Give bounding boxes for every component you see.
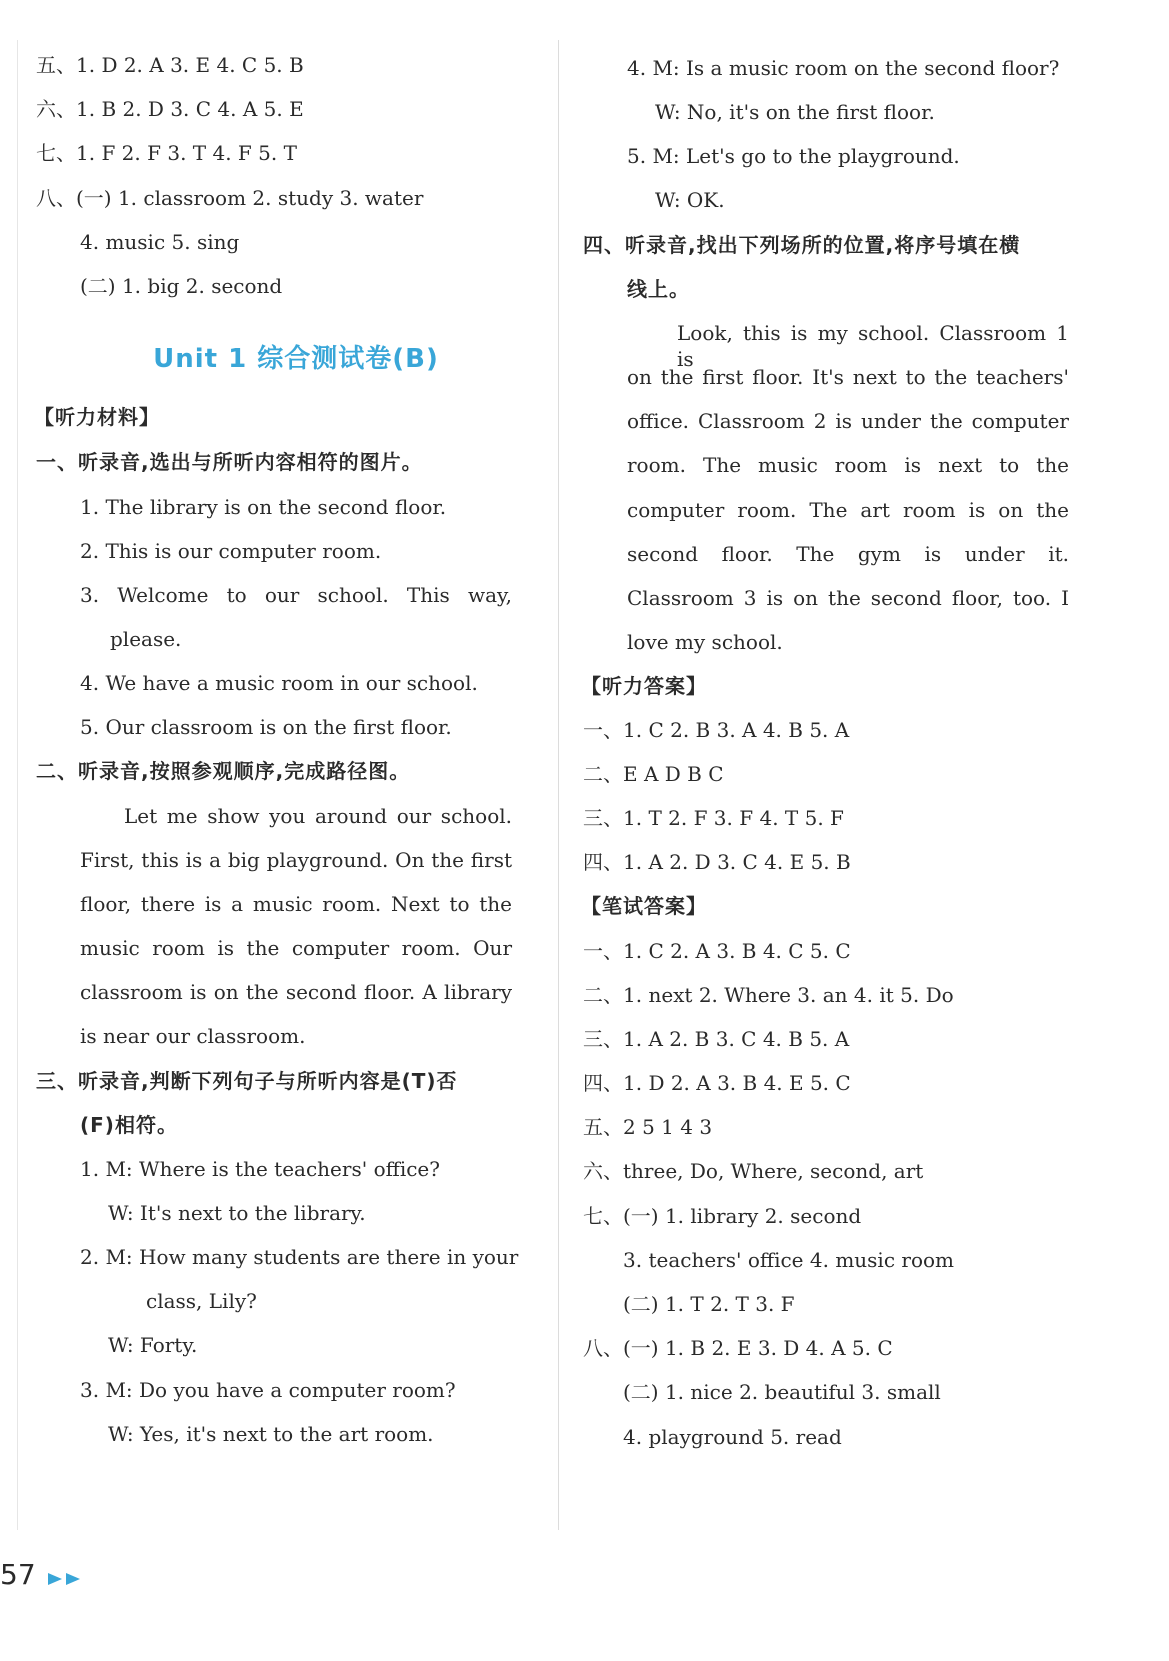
answer-line-qi: 七、1. F 2. F 3. T 4. F 5. T (36, 141, 297, 165)
listening-answer-line: 一、1. C 2. B 3. A 4. B 5. A (583, 718, 850, 742)
listening-answer-line: 三、1. T 2. F 3. F 4. T 5. F (583, 806, 844, 830)
s2-paragraph-line: is near our classroom. (80, 1024, 306, 1048)
section-3-heading-cont: (F)相符。 (80, 1113, 178, 1137)
s2-paragraph-line: floor, there is a music room. Next to the (80, 892, 512, 916)
listening-answer-line: 二、E A D B C (583, 762, 724, 786)
s3-item: 3. M: Do you have a computer room? (80, 1378, 456, 1402)
s3-item: W: No, it's on the first floor. (655, 100, 935, 124)
s3-item: W: OK. (655, 188, 725, 212)
s3-item: 2. M: How many students are there in your (80, 1245, 519, 1269)
s1-item: 5. Our classroom is on the first floor. (80, 715, 452, 739)
column-divider (558, 40, 559, 1530)
s3-item: 4. M: Is a music room on the second floor? (627, 56, 1060, 80)
answer-line-liu: 六、1. B 2. D 3. C 4. A 5. E (36, 97, 304, 121)
s3-item: W: Yes, it's next to the art room. (108, 1422, 434, 1446)
s1-item-cont: please. (110, 627, 182, 651)
written-answer-line: 五、2 5 1 4 3 (583, 1115, 713, 1139)
s4-paragraph-line: room. The music room is next to the (627, 453, 1069, 477)
answer-line-wu: 五、1. D 2. A 3. E 4. C 5. B (36, 53, 304, 77)
written-answer-line: 一、1. C 2. A 3. B 4. C 5. C (583, 939, 851, 963)
answer-line-ba-2: 4. music 5. sing (80, 230, 240, 254)
unit-title: Unit 1 综合测试卷(B) (153, 344, 439, 374)
written-answer-line: (二) 1. T 2. T 3. F (623, 1292, 795, 1316)
s3-item: W: It's next to the library. (108, 1201, 366, 1225)
s2-paragraph-line: classroom is on the second floor. A library (80, 980, 512, 1004)
s1-item: 2. This is our computer room. (80, 539, 382, 563)
answer-line-ba-1: 八、(一) 1. classroom 2. study 3. water (36, 186, 424, 210)
listening-answer-line: 四、1. A 2. D 3. C 4. E 5. B (583, 850, 851, 874)
s2-paragraph-line: Let me show you around our school. (124, 804, 512, 828)
written-answer-line: 4. playground 5. read (623, 1425, 842, 1449)
s1-item: 4. We have a music room in our school. (80, 671, 478, 695)
written-answer-line: 七、(一) 1. library 2. second (583, 1204, 862, 1228)
s3-item: W: Forty. (108, 1333, 198, 1357)
section-4-heading: 四、听录音,找出下列场所的位置,将序号填在横 (583, 233, 1021, 257)
page-edge-line (17, 40, 18, 1530)
s3-item-cont: class, Lily? (146, 1289, 257, 1313)
written-answer-line: 二、1. next 2. Where 3. an 4. it 5. Do (583, 983, 954, 1007)
s4-paragraph-line: Classroom 3 is on the second floor, too. I (627, 586, 1069, 610)
written-answer-line: 三、1. A 2. B 3. C 4. B 5. A (583, 1027, 850, 1051)
section-3-heading: 三、听录音,判断下列句子与所听内容是(T)否 (36, 1069, 458, 1093)
s4-paragraph-line: love my school. (627, 630, 783, 654)
s3-item: 1. M: Where is the teachers' office? (80, 1157, 440, 1181)
s1-item: 1. The library is on the second floor. (80, 495, 447, 519)
section-2-heading: 二、听录音,按照参观顺序,完成路径图。 (36, 759, 411, 783)
written-answers-heading: 【笔试答案】 (581, 894, 707, 918)
s2-paragraph-line: music room is the computer room. Our (80, 936, 512, 960)
double-arrow-icon (48, 1571, 84, 1587)
written-answer-line: 八、(一) 1. B 2. E 3. D 4. A 5. C (583, 1336, 893, 1360)
written-answer-line: 3. teachers' office 4. music room (623, 1248, 954, 1272)
s2-paragraph-line: First, this is a big playground. On the first (80, 848, 512, 872)
listening-material-heading: 【听力材料】 (34, 405, 160, 429)
section-1-heading: 一、听录音,选出与所听内容相符的图片。 (36, 450, 423, 474)
listening-answers-heading: 【听力答案】 (581, 674, 707, 698)
written-answer-line: (二) 1. nice 2. beautiful 3. small (623, 1380, 941, 1404)
s4-paragraph-line: on the first floor. It's next to the teachers' (627, 365, 1069, 389)
answer-line-ba-3: (二) 1. big 2. second (80, 274, 283, 298)
s4-paragraph-line: computer room. The art room is on the (627, 498, 1069, 522)
s4-paragraph-line: office. Classroom 2 is under the computer (627, 409, 1069, 433)
s1-item: 3. Welcome to our school. This way, (80, 583, 512, 607)
written-answer-line: 六、three, Do, Where, second, art (583, 1159, 924, 1183)
s4-paragraph-line: second floor. The gym is under it. (627, 542, 1069, 566)
arrow-icon (48, 1568, 84, 1592)
s4-paragraph-line: Look, this is my school. Classroom 1 is (677, 321, 1069, 371)
written-answer-line: 四、1. D 2. A 3. B 4. E 5. C (583, 1071, 851, 1095)
page-number: 57 (0, 1558, 36, 1591)
s3-item: 5. M: Let's go to the playground. (627, 144, 960, 168)
section-4-heading-cont: 线上。 (627, 277, 690, 301)
